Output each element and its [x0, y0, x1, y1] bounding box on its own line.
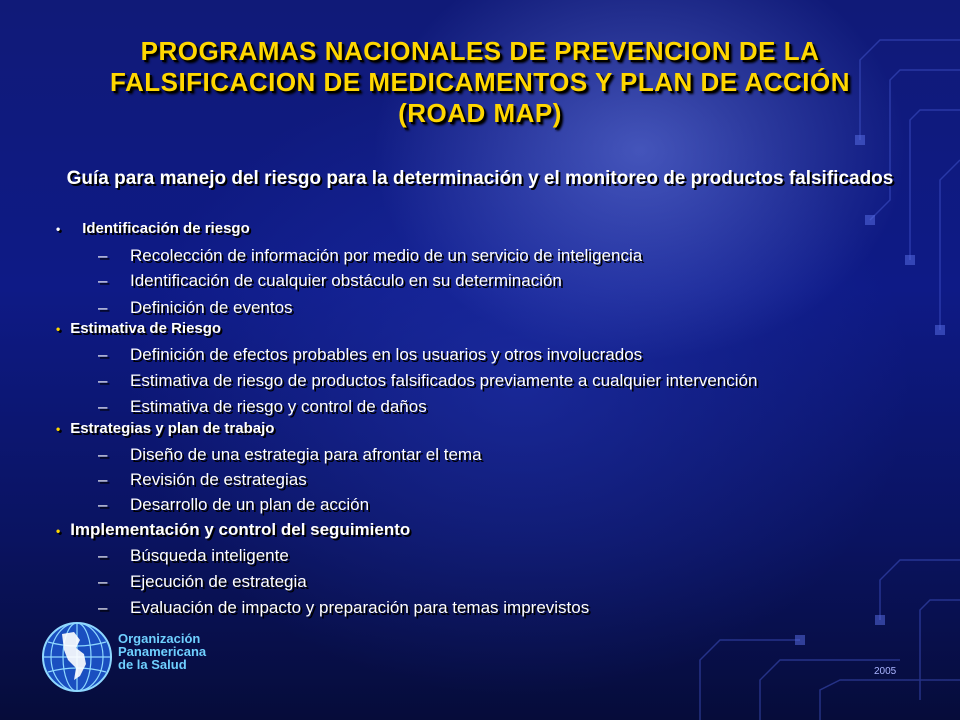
- slide-title: [40, 36, 920, 129]
- list-item: [98, 271, 562, 291]
- list-item: [98, 572, 307, 592]
- list-item: [98, 345, 642, 365]
- list-item-text: Estimativa de riesgo y control de daños: [130, 397, 427, 416]
- dash-icon: –: [98, 495, 108, 514]
- organization-line-3: de la Salud: [118, 657, 187, 672]
- list-item-text: Desarrollo de un plan de acción: [130, 495, 370, 514]
- dash-icon: –: [98, 572, 108, 591]
- dash-icon: –: [98, 271, 108, 290]
- bullet-icon: •: [56, 524, 61, 538]
- list-item: [98, 445, 482, 465]
- section-heading-text: Estimativa de Riesgo: [70, 320, 222, 337]
- bullet-icon: •: [56, 222, 61, 236]
- dash-icon: –: [98, 445, 108, 464]
- list-item-text: Ejecución de estrategia: [130, 572, 307, 591]
- list-item: [98, 495, 369, 515]
- list-item-text: Diseño de una estrategia para afrontar el tema: [130, 445, 482, 464]
- organization-name: [118, 632, 206, 671]
- year-label: 2005: [874, 666, 897, 677]
- list-item: [98, 546, 289, 566]
- dash-icon: –: [98, 470, 108, 489]
- dash-icon: –: [98, 598, 108, 617]
- section-heading-4: [56, 520, 410, 540]
- list-item-text: Búsqueda inteligente: [130, 546, 289, 565]
- list-item-text: Estimativa de riesgo de productos falsificados previamente a cualquier intervención: [130, 371, 758, 390]
- list-item: [98, 298, 293, 318]
- globe-logo-icon: [40, 620, 114, 694]
- dash-icon: –: [98, 546, 108, 565]
- title-line-1: PROGRAMAS NACIONALES DE PREVENCION DE LA: [140, 36, 820, 66]
- dash-icon: –: [98, 371, 108, 390]
- section-heading-text: Identificación de riesgo: [82, 220, 250, 237]
- list-item-text: Definición de eventos: [130, 298, 293, 317]
- bullet-icon: •: [56, 322, 61, 336]
- organization-line-2: Panamericana: [118, 644, 207, 659]
- title-line-3: (ROAD MAP): [398, 98, 562, 128]
- dash-icon: –: [98, 246, 108, 265]
- dash-icon: –: [98, 345, 108, 364]
- list-item-text: Definición de efectos probables en los usuarios y otros involucrados: [130, 345, 643, 364]
- section-heading-1: [56, 220, 250, 237]
- organization-line-1: Organización: [118, 631, 201, 646]
- list-item: [98, 246, 642, 266]
- list-item-text: Identificación de cualquier obstáculo en su determinación: [130, 271, 562, 290]
- list-item: [98, 598, 589, 618]
- bullet-icon: •: [56, 422, 61, 436]
- title-line-2: FALSIFICACION DE MEDICAMENTOS Y PLAN DE ACCIÓN: [110, 67, 850, 97]
- list-item: [98, 371, 757, 391]
- list-item-text: Evaluación de impacto y preparación para temas imprevistos: [130, 598, 590, 617]
- section-heading-3: [56, 420, 274, 437]
- section-heading-2: [56, 320, 221, 337]
- list-item: [98, 397, 427, 417]
- dash-icon: –: [98, 298, 108, 317]
- dash-icon: –: [98, 397, 108, 416]
- section-heading-text: Estrategias y plan de trabajo: [70, 420, 275, 437]
- list-item: [98, 470, 307, 490]
- section-heading-text: Implementación y control del seguimiento: [70, 520, 411, 539]
- list-item-text: Revisión de estrategias: [130, 470, 307, 489]
- list-item-text: Recolección de información por medio de un servicio de inteligencia: [130, 246, 643, 265]
- slide-subtitle: Guía para manejo del riesgo para la determinación y el monitoreo de productos falsificados: [66, 168, 894, 189]
